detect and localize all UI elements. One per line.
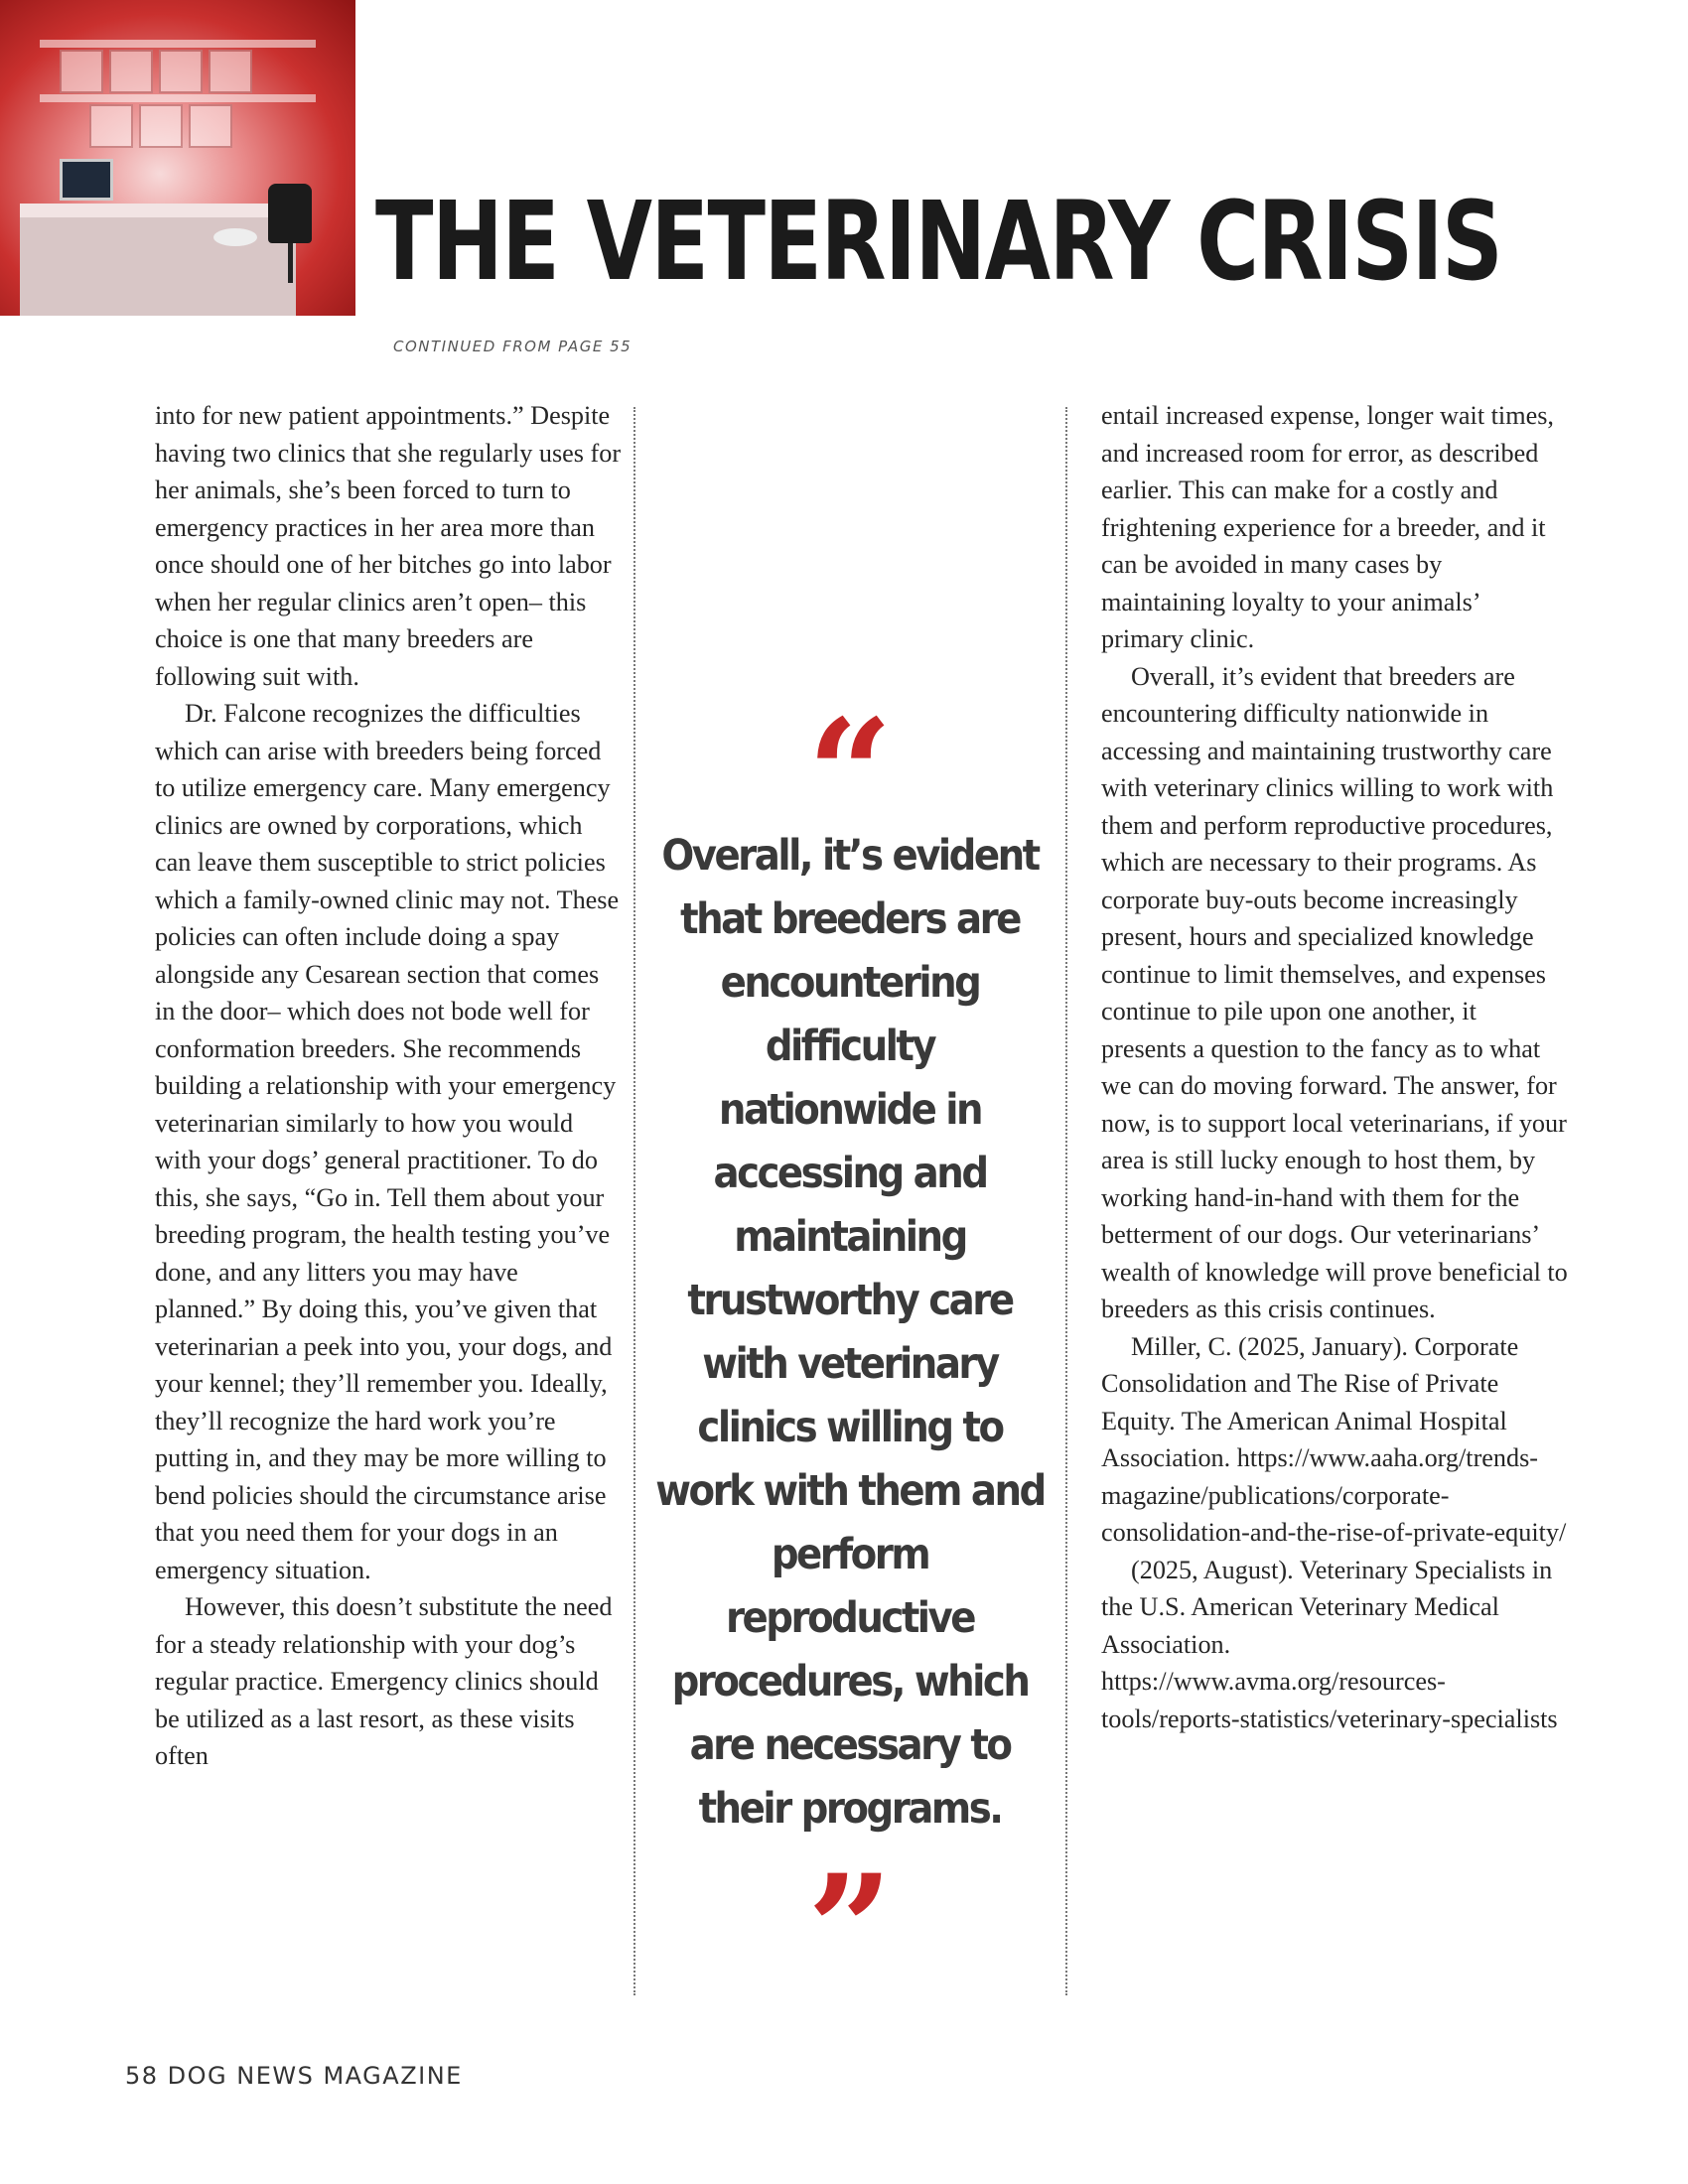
- photo-cabinet: [189, 104, 232, 148]
- photo-cabinet: [89, 104, 133, 148]
- open-quote-mark: “: [806, 687, 894, 862]
- left-column: [155, 397, 622, 1775]
- reference: Miller, C. (2025, January). Corporate Consolidation and The Rise of Private Equity. The American Animal Hospital Association. https://www.aaha.org/trends-magazine/publications/corporate-consolidation-and-the-rise-of-private-equity/: [1101, 1331, 1567, 1547]
- photo-cabinet: [60, 50, 103, 93]
- column-divider: [633, 407, 635, 1995]
- page-footer: 58 DOG NEWS MAGAZINE: [125, 2062, 463, 2090]
- right-column: [1101, 397, 1568, 1737]
- continued-note: CONTINUED FROM PAGE 55: [393, 338, 633, 355]
- paragraph: However, this doesn’t substitute the need for a steady relationship with your dog’s regular practice. Emergency clinics should be utilized as a last resort, as these visits often: [155, 1592, 613, 1770]
- photo-shelf: [40, 94, 316, 102]
- photo-cabinet: [109, 50, 153, 93]
- header-photo: [0, 0, 355, 316]
- article-title: THE VETERINARY CRISIS: [375, 178, 1502, 305]
- photo-monitor: [60, 159, 113, 201]
- photo-stool: [213, 228, 257, 246]
- photo-chair: [268, 184, 312, 243]
- photo-cabinet: [139, 104, 183, 148]
- photo-cabinet: [159, 50, 203, 93]
- photo-cabinet: [209, 50, 252, 93]
- paragraph: Overall, it’s evident that breeders are encountering difficulty nationwide in accessing and maintaining trustworthy care with veterinary clinics willing to work with them and perform reproductive procedures, which are necessary to their programs. As corporate buy-outs become increasingly present, hours and specialized knowledge continue to limit themselves, and expenses continue to pile upon one another, it presents a question to the fancy as to what we can do moving forward. The answer, for now, is to support local veterinarians, if your area is still lucky enough to host them, by working hand-in-hand with them for the betterment of our dogs. Our veterinarians’ wealth of knowledge will prove beneficial to breeders as this crisis continues.: [1101, 661, 1568, 1323]
- paragraph: into for new patient appointments.” Despite having two clinics that she regularly uses for her animals, she’s been forced to turn to emergency practices in her area more than once should one of her bitches go into labor when her regular clinics aren’t open– this choice is one that many breeders are following suit with.: [155, 401, 622, 691]
- column-divider: [1065, 407, 1067, 1995]
- photo-counter: [20, 204, 296, 217]
- pull-quote-text: Overall, it’s evident that breeders are encountering difficulty nationwide in accessing and maintaining trustworthy care with veterinary clinics willing to work with them and perform reproductive procedures, which are necessary to their programs.: [655, 831, 1045, 1834]
- pull-quote: [653, 687, 1047, 2017]
- close-quote-mark: ”: [806, 1843, 894, 2017]
- photo-chair-leg: [288, 243, 293, 283]
- paragraph: entail increased expense, longer wait times, and increased room for error, as described earlier. This can make for a costly and frightening experience for a breeder, and it can be avoided in many cases by maintaining loyalty to your animals’ primary clinic.: [1101, 401, 1554, 653]
- paragraph: Dr. Falcone recognizes the difficulties which can arise with breeders being forced to utilize emergency care. Many emergency clinics are owned by corporations, which can leave them susceptible to strict policies which a family-owned clinic may not. These policies can often include doing a spay alongside any Cesarean section that comes in the door– which does not bode well for conformation breeders. She recommends building a relationship with your emergency veterinarian similarly to how you would with your dogs’ general practitioner. To do this, she says, “Go in. Tell them about your breeding program, the health testing you’ve done, and any litters you may have planned.” By doing this, you’ve given that veterinarian a peek into you, your dogs, and your kennel; they’ll remember you. Ideally, they’ll recognize the hard work you’re putting in, and they may be more willing to bend policies should the circumstance arise that you need them for your dogs in an emergency situation.: [155, 699, 620, 1584]
- reference: (2025, August). Veterinary Specialists in the U.S. American Veterinary Medical Association. https://www.avma.org/resources-tools/reports-statistics/veterinary-specialists: [1101, 1555, 1558, 1733]
- photo-shelf: [40, 40, 316, 48]
